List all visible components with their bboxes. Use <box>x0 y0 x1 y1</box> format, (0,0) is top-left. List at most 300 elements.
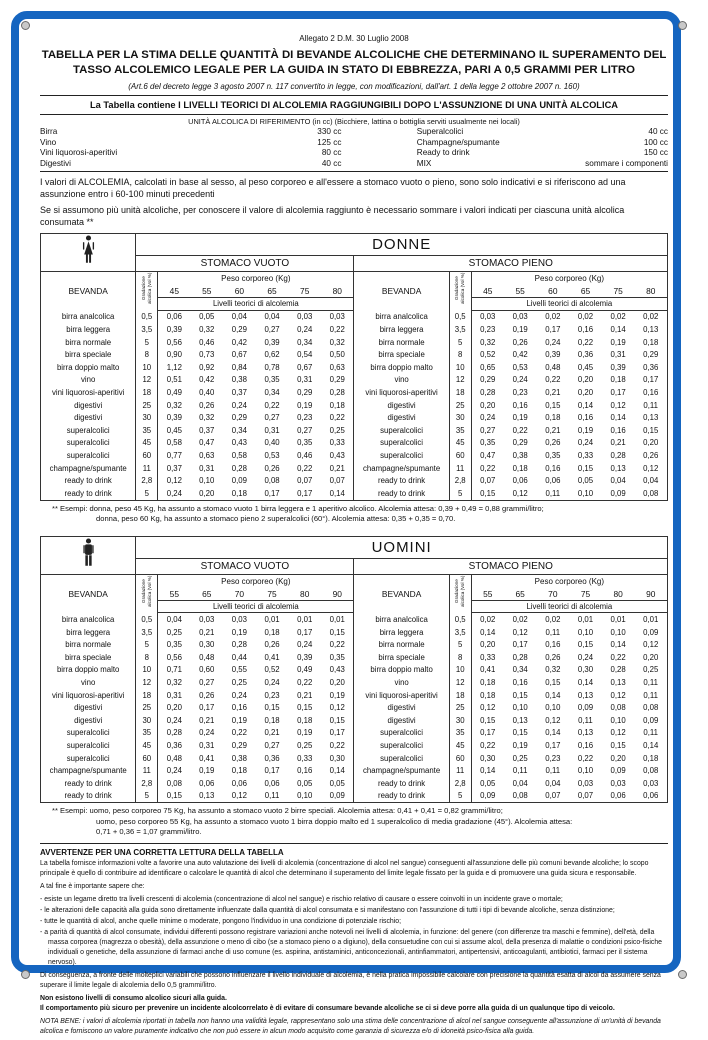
alcolemia-value: 0,06 <box>512 476 528 486</box>
alcolemia-value: 0,17 <box>545 741 561 751</box>
alcolemia-value: 0,16 <box>577 325 594 335</box>
alcolemia-value: 0,15 <box>166 791 182 801</box>
alcolemia-value: 0,18 <box>545 413 561 423</box>
alcolemia-value: 0,19 <box>577 425 594 435</box>
avvertenze-para: Di conseguenza, a fronte delle molteplici variabili che possono influenzare il livello individuale di alcolemia, è nella pratica impossibile calcolare con precisione la quantità esatta di alcol da assumere senza superare il limite legale di alcolemia dello 0,5 grammi/litro. <box>40 972 661 990</box>
alcolemia-value: 0,27 <box>199 678 215 688</box>
alcolemia-value: 0,56 <box>166 337 182 347</box>
gradazione-value: 8 <box>449 348 471 361</box>
alcolemia-value: 0,24 <box>545 337 561 347</box>
beverage-row <box>41 437 668 450</box>
gradazione-value: 11 <box>449 462 471 475</box>
alcolemia-value: 0,01 <box>577 615 594 625</box>
beverage-name: ready to drink <box>354 777 449 790</box>
alcolemia-value: 0,18 <box>643 337 659 347</box>
alcolemia-value: 0,29 <box>480 375 496 385</box>
beverage-name: digestivi <box>41 399 136 412</box>
alcolemia-value: 0,38 <box>231 753 247 763</box>
divider <box>40 171 668 172</box>
alcolemia-value: 0,17 <box>264 766 280 776</box>
alcolemia-value: 0,55 <box>231 665 247 675</box>
beverage-name: birra speciale <box>41 348 136 361</box>
alcolemia-value: 0,42 <box>231 337 247 347</box>
alcolemia-value: 0,36 <box>264 753 280 763</box>
beverage-name: birra leggera <box>354 626 449 639</box>
alcolemia-value: 0,42 <box>199 375 215 385</box>
weight-header: 75 <box>613 285 623 296</box>
alcolemia-value: 0,22 <box>329 741 345 751</box>
alcolemia-value: 0,38 <box>512 450 528 460</box>
alcolemia-value: 0,04 <box>610 476 626 486</box>
gradazione-value: 18 <box>136 689 158 702</box>
gradazione-header: Gradazione alcolica (Vol %) <box>449 574 471 613</box>
beverage-name: birra analcolica <box>41 310 136 323</box>
alcolemia-value: 0,24 <box>231 690 247 700</box>
alcolemia-value: 0,22 <box>329 640 345 650</box>
alcolemia-value: 0,26 <box>264 640 280 650</box>
alcolemia-value: 0,17 <box>297 488 313 498</box>
alcolemia-value: 0,90 <box>166 350 182 360</box>
alcolemia-value: 0,08 <box>643 703 659 713</box>
alcolemia-value: 0,13 <box>577 690 594 700</box>
beverage-name: champagne/spumante <box>354 764 449 777</box>
alcolemia-value: 1,12 <box>166 362 182 372</box>
unit-reference-table <box>40 127 668 169</box>
gradazione-value: 25 <box>449 701 471 714</box>
alcolemia-value: 0,40 <box>264 438 280 448</box>
beverage-name: ready to drink <box>354 487 449 500</box>
stomaco-vuoto-header: STOMACO VUOTO <box>136 256 354 272</box>
alcolemia-value: 0,31 <box>610 350 626 360</box>
livelli-header: Livelli teorici di alcolemia <box>158 298 354 311</box>
unit-value: 125 cc <box>317 137 342 147</box>
gradazione-value: 2,8 <box>449 777 471 790</box>
alcolemia-value: 0,25 <box>166 627 182 637</box>
weight-header: 75 <box>267 588 277 599</box>
gradazione-value: 45 <box>136 437 158 450</box>
alcolemia-value: 0,44 <box>231 652 247 662</box>
avvertenze-para: La tabella fornisce informazioni volte a favorire una auto valutazione dei livelli di alcolemia (concentrazione di alcol nel sangue) conseguenti all'assunzione delle più comuni bevande alcoliche; lo scopo principale è quello di contribuire ad identificare o calcolare le quantità di alcol che determinano il superamento del limite legale fissato per la guida e di promuovere una guida sicura e responsabile. <box>40 860 649 878</box>
alcolemia-value: 0,10 <box>610 627 626 637</box>
alcolemia-value: 0,08 <box>643 766 659 776</box>
alcolemia-value: 0,21 <box>199 715 215 725</box>
alcolemia-value: 0,04 <box>166 615 182 625</box>
alcolemia-value: 0,04 <box>512 778 528 788</box>
beverage-name: vino <box>354 676 449 689</box>
beverage-name: birra normale <box>41 639 136 652</box>
beverage-row <box>41 336 668 349</box>
alcolemia-value: 0,08 <box>264 476 280 486</box>
weight-header: 80 <box>613 588 623 599</box>
alcolemia-value: 0,29 <box>231 325 247 335</box>
alcolemia-value: 0,23 <box>512 388 528 398</box>
gradazione-value: 0,5 <box>136 613 158 626</box>
gradazione-value: 25 <box>449 399 471 412</box>
alcolemia-value: 0,17 <box>329 728 345 738</box>
gradazione-value: 0,5 <box>136 310 158 323</box>
alcolemia-value: 0,43 <box>329 665 345 675</box>
alcolemia-value: 0,20 <box>577 375 594 385</box>
alcolemia-value: 0,29 <box>512 438 528 448</box>
alcolemia-value: 0,07 <box>545 791 561 801</box>
alcolemia-value: 0,26 <box>545 652 561 662</box>
beverage-row <box>41 323 668 336</box>
alcolemia-value: 0,02 <box>512 615 528 625</box>
gradazione-value: 35 <box>449 424 471 437</box>
livelli-header: Livelli teorici di alcolemia <box>471 298 667 311</box>
alcolemia-value: 0,20 <box>199 488 215 498</box>
beverage-name: ready to drink <box>41 777 136 790</box>
gradazione-value: 60 <box>449 752 471 765</box>
weight-header: 55 <box>483 588 493 599</box>
alcolemia-value: 0,42 <box>512 350 528 360</box>
weight-header: 45 <box>169 285 179 296</box>
alcolemia-value: 0,17 <box>297 627 313 637</box>
beverage-row <box>41 348 668 361</box>
alcolemia-value: 0,15 <box>480 488 496 498</box>
alcolemia-value: 0,48 <box>199 652 215 662</box>
gradazione-value: 8 <box>136 348 158 361</box>
beverage-row <box>41 310 668 323</box>
weight-header: 65 <box>515 588 525 599</box>
alcolemia-value: 0,47 <box>199 438 215 448</box>
alcolemia-value: 0,16 <box>231 703 247 713</box>
alcolemia-value: 0,09 <box>643 627 659 637</box>
alcolemia-value: 0,20 <box>329 678 345 688</box>
beverage-name: superalcolici <box>354 739 449 752</box>
alcolemia-value: 0,48 <box>166 753 182 763</box>
screw-hole <box>21 21 30 30</box>
alcolemia-value: 0,09 <box>480 791 496 801</box>
uomini-footnote <box>52 806 668 838</box>
alcolemia-value: 0,23 <box>264 690 280 700</box>
gradazione-value: 2,8 <box>449 474 471 487</box>
beverage-row <box>41 764 668 777</box>
gradazione-value: 3,5 <box>449 323 471 336</box>
beverage-name: superalcolici <box>41 727 136 740</box>
allegato-line: Allegato 2 D.M. 30 Luglio 2008 <box>299 34 409 43</box>
alcolemia-value: 0,30 <box>577 665 594 675</box>
alcolemia-value: 0,04 <box>643 476 659 486</box>
alcolemia-value: 0,22 <box>329 413 345 423</box>
alcolemia-value: 0,24 <box>512 375 528 385</box>
alcolemia-value: 0,13 <box>577 728 594 738</box>
alcolemia-value: 0,20 <box>643 438 659 448</box>
alcolemia-value: 0,20 <box>610 753 626 763</box>
alcolemia-value: 0,30 <box>480 753 496 763</box>
alcolemia-value: 0,28 <box>610 450 626 460</box>
alcolemia-value: 0,16 <box>297 766 313 776</box>
alcolemia-value: 0,25 <box>231 678 247 688</box>
alcolemia-value: 0,07 <box>480 476 496 486</box>
alcolemia-value: 0,12 <box>610 728 626 738</box>
alcolemia-value: 0,08 <box>643 488 659 498</box>
beverage-row <box>41 676 668 689</box>
alcolemia-value: 0,13 <box>643 413 659 423</box>
alcolemia-value: 0,11 <box>545 488 561 498</box>
alcolemia-value: 0,34 <box>264 388 280 398</box>
alcolemia-value: 0,14 <box>545 690 561 700</box>
alcolemia-value: 0,33 <box>480 652 496 662</box>
alcolemia-value: 0,04 <box>264 312 280 322</box>
alcolemia-value: 0,01 <box>264 615 280 625</box>
sum-note: Se si assumono più unità alcoliche, per conoscere il valore di alcolemia raggiunto è necessario sommare i valori indicati per ciascuna unità alcolica consumata ** <box>40 205 625 227</box>
alcolemia-value: 0,24 <box>264 678 280 688</box>
alcolemia-value: 0,26 <box>264 463 280 473</box>
gradazione-value: 11 <box>136 764 158 777</box>
alcolemia-value: 0,06 <box>264 778 280 788</box>
alcolemia-note: I valori di ALCOLEMIA, calcolati in base al sesso, al peso corporeo e all'essere a stomaco vuoto o pieno, sono solo indicativi e si riferiscono ad una assunzione entro i 60-100 minuti precedenti <box>40 177 626 199</box>
alcolemia-value: 0,10 <box>577 488 594 498</box>
alcolemia-value: 0,04 <box>231 312 247 322</box>
unit-row <box>40 159 668 170</box>
alcolemia-value: 0,12 <box>480 703 496 713</box>
alcolemia-value: 0,20 <box>480 640 496 650</box>
gradazione-value: 25 <box>136 399 158 412</box>
beverage-name: vini liquorosi-aperitivi <box>41 689 136 702</box>
beverage-row <box>41 613 668 626</box>
beverage-name: digestivi <box>354 701 449 714</box>
alcolemia-value: 0,03 <box>577 778 594 788</box>
alcolemia-value: 0,16 <box>643 388 659 398</box>
alcolemia-value: 0,02 <box>545 312 561 322</box>
alcolemia-value: 0,05 <box>199 312 215 322</box>
gradazione-value: 10 <box>449 361 471 374</box>
alcolemia-value: 0,47 <box>480 450 496 460</box>
alcolemia-value: 0,14 <box>643 741 659 751</box>
alcolemia-value: 0,09 <box>577 703 594 713</box>
beverage-name: superalcolici <box>354 727 449 740</box>
beverage-name: birra doppio malto <box>354 361 449 374</box>
beverage-name: birra leggera <box>41 626 136 639</box>
alcolemia-value: 0,12 <box>512 627 528 637</box>
alcolemia-value: 0,63 <box>329 362 345 372</box>
alcolemia-value: 0,12 <box>545 715 561 725</box>
beverage-row <box>41 626 668 639</box>
alcolemia-value: 0,19 <box>231 715 247 725</box>
alcolemia-value: 0,22 <box>329 325 345 335</box>
woman-icon <box>41 234 136 272</box>
alcolemia-value: 0,28 <box>231 463 247 473</box>
unit-label: Vini liquorosi-aperitivi <box>40 148 118 158</box>
alcolemia-value: 0,43 <box>231 438 247 448</box>
alcolemia-value: 0,02 <box>480 615 496 625</box>
alcolemia-value: 0,27 <box>264 741 280 751</box>
unit-label: Champagne/spumante <box>416 137 500 147</box>
alcolemia-value: 0,08 <box>512 791 528 801</box>
peso-corporeo-header: Peso corporeo (Kg) <box>534 273 605 283</box>
alcolemia-value: 0,28 <box>329 388 345 398</box>
alcolemia-value: 0,15 <box>512 728 528 738</box>
alcolemia-value: 0,15 <box>643 425 659 435</box>
gradazione-value: 12 <box>136 374 158 387</box>
gradazione-header: Gradazione alcolica (Vol %) <box>449 272 471 311</box>
alcolemia-value: 0,05 <box>297 778 313 788</box>
alcolemia-value: 0,02 <box>545 615 561 625</box>
beverage-row <box>41 664 668 677</box>
alcolemia-value: 0,22 <box>512 425 528 435</box>
gradazione-value: 30 <box>449 714 471 727</box>
alcolemia-value: 0,18 <box>264 627 280 637</box>
footnote-line: ** Esempi: donna, peso 45 Kg, ha assunto a stomaco vuoto 1 birra leggera e 1 aperitivo alcolico. Alcolemia attesa: 0,39 + 0,49 = 0,88 grammi/litro; <box>52 503 544 513</box>
beverage-name: superalcolici <box>354 437 449 450</box>
alcolemia-value: 0,35 <box>264 375 280 385</box>
alcolemia-value: 0,11 <box>545 766 561 776</box>
beverage-name: digestivi <box>41 411 136 424</box>
alcolemia-value: 0,12 <box>231 791 247 801</box>
beverage-name: digestivi <box>354 399 449 412</box>
alcolemia-value: 0,58 <box>166 438 182 448</box>
unit-reference-heading: UNITÀ ALCOLICA DI RIFERIMENTO (in cc) (Bicchiere, lattina o bottiglia serviti usualmente nei locali) <box>188 117 520 127</box>
beverage-name: champagne/spumante <box>354 462 449 475</box>
alcolemia-value: 0,20 <box>166 703 182 713</box>
beverage-name: vini liquorosi-aperitivi <box>354 386 449 399</box>
alcolemia-value: 0,15 <box>329 715 345 725</box>
divider <box>40 114 668 115</box>
beverage-name: birra leggera <box>354 323 449 336</box>
gradazione-header: Gradazione alcolica (Vol %) <box>136 574 158 613</box>
gradazione-value: 11 <box>449 764 471 777</box>
alcolemia-value: 0,19 <box>610 337 626 347</box>
weight-header: 55 <box>202 285 212 296</box>
avvertenze-body <box>40 859 668 1037</box>
alcolemia-value: 0,14 <box>610 640 626 650</box>
alcolemia-value: 0,15 <box>577 463 594 473</box>
alcolemia-value: 0,03 <box>199 615 215 625</box>
alcolemia-value: 0,18 <box>264 715 280 725</box>
beverage-row <box>41 727 668 740</box>
alcolemia-value: 0,17 <box>610 388 626 398</box>
no-safe-level-statement: Non esistono livelli di consumo alcolico sicuri alla guida. <box>40 995 227 1003</box>
alcolemia-value: 0,18 <box>297 715 313 725</box>
alcolemia-value: 0,25 <box>297 741 313 751</box>
alcolemia-value: 0,26 <box>199 690 215 700</box>
screw-hole <box>678 21 687 30</box>
alcolemia-value: 0,14 <box>480 627 496 637</box>
alcolemia-value: 0,06 <box>199 778 215 788</box>
alcolemia-value: 0,34 <box>231 425 247 435</box>
alcolemia-value: 0,31 <box>264 425 280 435</box>
alcolemia-value: 0,36 <box>643 362 659 372</box>
alcolemia-value: 0,32 <box>480 337 496 347</box>
gradazione-value: 18 <box>136 386 158 399</box>
beverage-row <box>41 752 668 765</box>
alcolemia-value: 0,09 <box>610 488 626 498</box>
gradazione-value: 35 <box>136 424 158 437</box>
alcolemia-value: 0,09 <box>329 791 345 801</box>
alcolemia-value: 0,24 <box>199 728 215 738</box>
alcolemia-value: 0,13 <box>610 678 626 688</box>
gradazione-value: 60 <box>449 449 471 462</box>
gradazione-value: 5 <box>136 639 158 652</box>
beverage-name: vino <box>354 374 449 387</box>
screw-hole <box>678 970 687 979</box>
alcolemia-value: 0,16 <box>577 413 594 423</box>
gradazione-value: 5 <box>449 336 471 349</box>
alcolemia-value: 0,67 <box>297 362 313 372</box>
beverage-name: vini liquorosi-aperitivi <box>41 386 136 399</box>
alcolemia-value: 0,22 <box>545 375 561 385</box>
alcolemia-value: 0,25 <box>512 753 528 763</box>
alcolemia-value: 0,12 <box>610 400 626 410</box>
alcolemia-value: 0,18 <box>512 463 528 473</box>
gradazione-value: 35 <box>449 727 471 740</box>
beverage-row <box>41 777 668 790</box>
alcolemia-value: 0,16 <box>545 463 561 473</box>
gradazione-value: 5 <box>449 487 471 500</box>
gradazione-value: 10 <box>136 361 158 374</box>
beverage-name: superalcolici <box>41 739 136 752</box>
alcolemia-value: 0,71 <box>166 665 182 675</box>
avvertenze-heading: AVVERTENZE PER UNA CORRETTA LETTURA DELLA TABELLA <box>40 848 284 858</box>
alcolemia-value: 0,46 <box>297 450 313 460</box>
alcolemia-value: 0,65 <box>480 362 496 372</box>
gradazione-value: 45 <box>136 739 158 752</box>
alcolemia-value: 0,15 <box>610 741 626 751</box>
beverage-row <box>41 386 668 399</box>
gradazione-value: 12 <box>136 676 158 689</box>
beverage-row <box>41 651 668 664</box>
alcolemia-value: 0,21 <box>545 425 561 435</box>
bevanda-header: BEVANDA <box>41 272 136 311</box>
alcolemia-value: 0,15 <box>512 690 528 700</box>
alcolemia-value: 0,62 <box>264 350 280 360</box>
uomini-table <box>40 536 668 803</box>
alcolemia-value: 0,45 <box>166 425 182 435</box>
alcolemia-value: 0,13 <box>199 791 215 801</box>
alcolemia-value: 0,10 <box>297 791 313 801</box>
alcolemia-value: 0,19 <box>231 627 247 637</box>
alcolemia-value: 0,29 <box>643 350 659 360</box>
alcolemia-value: 0,03 <box>231 615 247 625</box>
gradazione-value: 45 <box>449 739 471 752</box>
alcolemia-value: 0,09 <box>643 715 659 725</box>
alcolemia-value: 0,25 <box>329 425 345 435</box>
alcolemia-value: 0,35 <box>329 652 345 662</box>
unit-value: 330 cc <box>317 127 342 137</box>
alcolemia-value: 0,18 <box>643 753 659 763</box>
alcolemia-value: 0,01 <box>610 615 626 625</box>
alcolemia-value: 0,20 <box>480 400 496 410</box>
beverage-name: birra analcolica <box>41 613 136 626</box>
weight-header: 90 <box>332 588 342 599</box>
alcolemia-value: 0,33 <box>297 753 313 763</box>
alcolemia-value: 0,15 <box>577 640 594 650</box>
alcolemia-value: 0,22 <box>297 463 313 473</box>
weight-header: 80 <box>300 588 310 599</box>
beverage-name: ready to drink <box>354 790 449 803</box>
alcolemia-value: 0,10 <box>610 715 626 725</box>
alcolemia-value: 0,46 <box>199 337 215 347</box>
alcolemia-value: 0,54 <box>297 350 313 360</box>
alcolemia-value: 0,21 <box>199 627 215 637</box>
divider <box>40 843 668 844</box>
alcolemia-value: 0,32 <box>199 325 215 335</box>
alcolemia-value: 0,38 <box>231 375 247 385</box>
alcolemia-value: 0,27 <box>297 425 313 435</box>
alcolemia-value: 0,35 <box>166 640 182 650</box>
alcolemia-value: 0,31 <box>166 690 182 700</box>
peso-corporeo-header: Peso corporeo (Kg) <box>221 576 291 586</box>
alcolemia-value: 0,53 <box>264 450 280 460</box>
alcolemia-value: 0,60 <box>199 665 215 675</box>
alcolemia-value: 0,28 <box>480 388 496 398</box>
alcolemia-value: 0,05 <box>329 778 345 788</box>
alcolemia-value: 0,49 <box>166 388 182 398</box>
beverage-name: birra speciale <box>354 348 449 361</box>
alcolemia-value: 0,18 <box>231 488 247 498</box>
nota-bene: NOTA BENE: i valori di alcolemia riportati in tabella non hanno una validità legale, rappresentano solo una stima delle concentrazione di alcol nel sangue conseguente all'assunzione di un'unità di bevanda alcolica e forniscono un valore puramente indicativo che non può essere in alcun modo acquisito come garanzia di sicurezza e/o di idoneità psico-fisica alla guida. <box>40 1018 661 1036</box>
